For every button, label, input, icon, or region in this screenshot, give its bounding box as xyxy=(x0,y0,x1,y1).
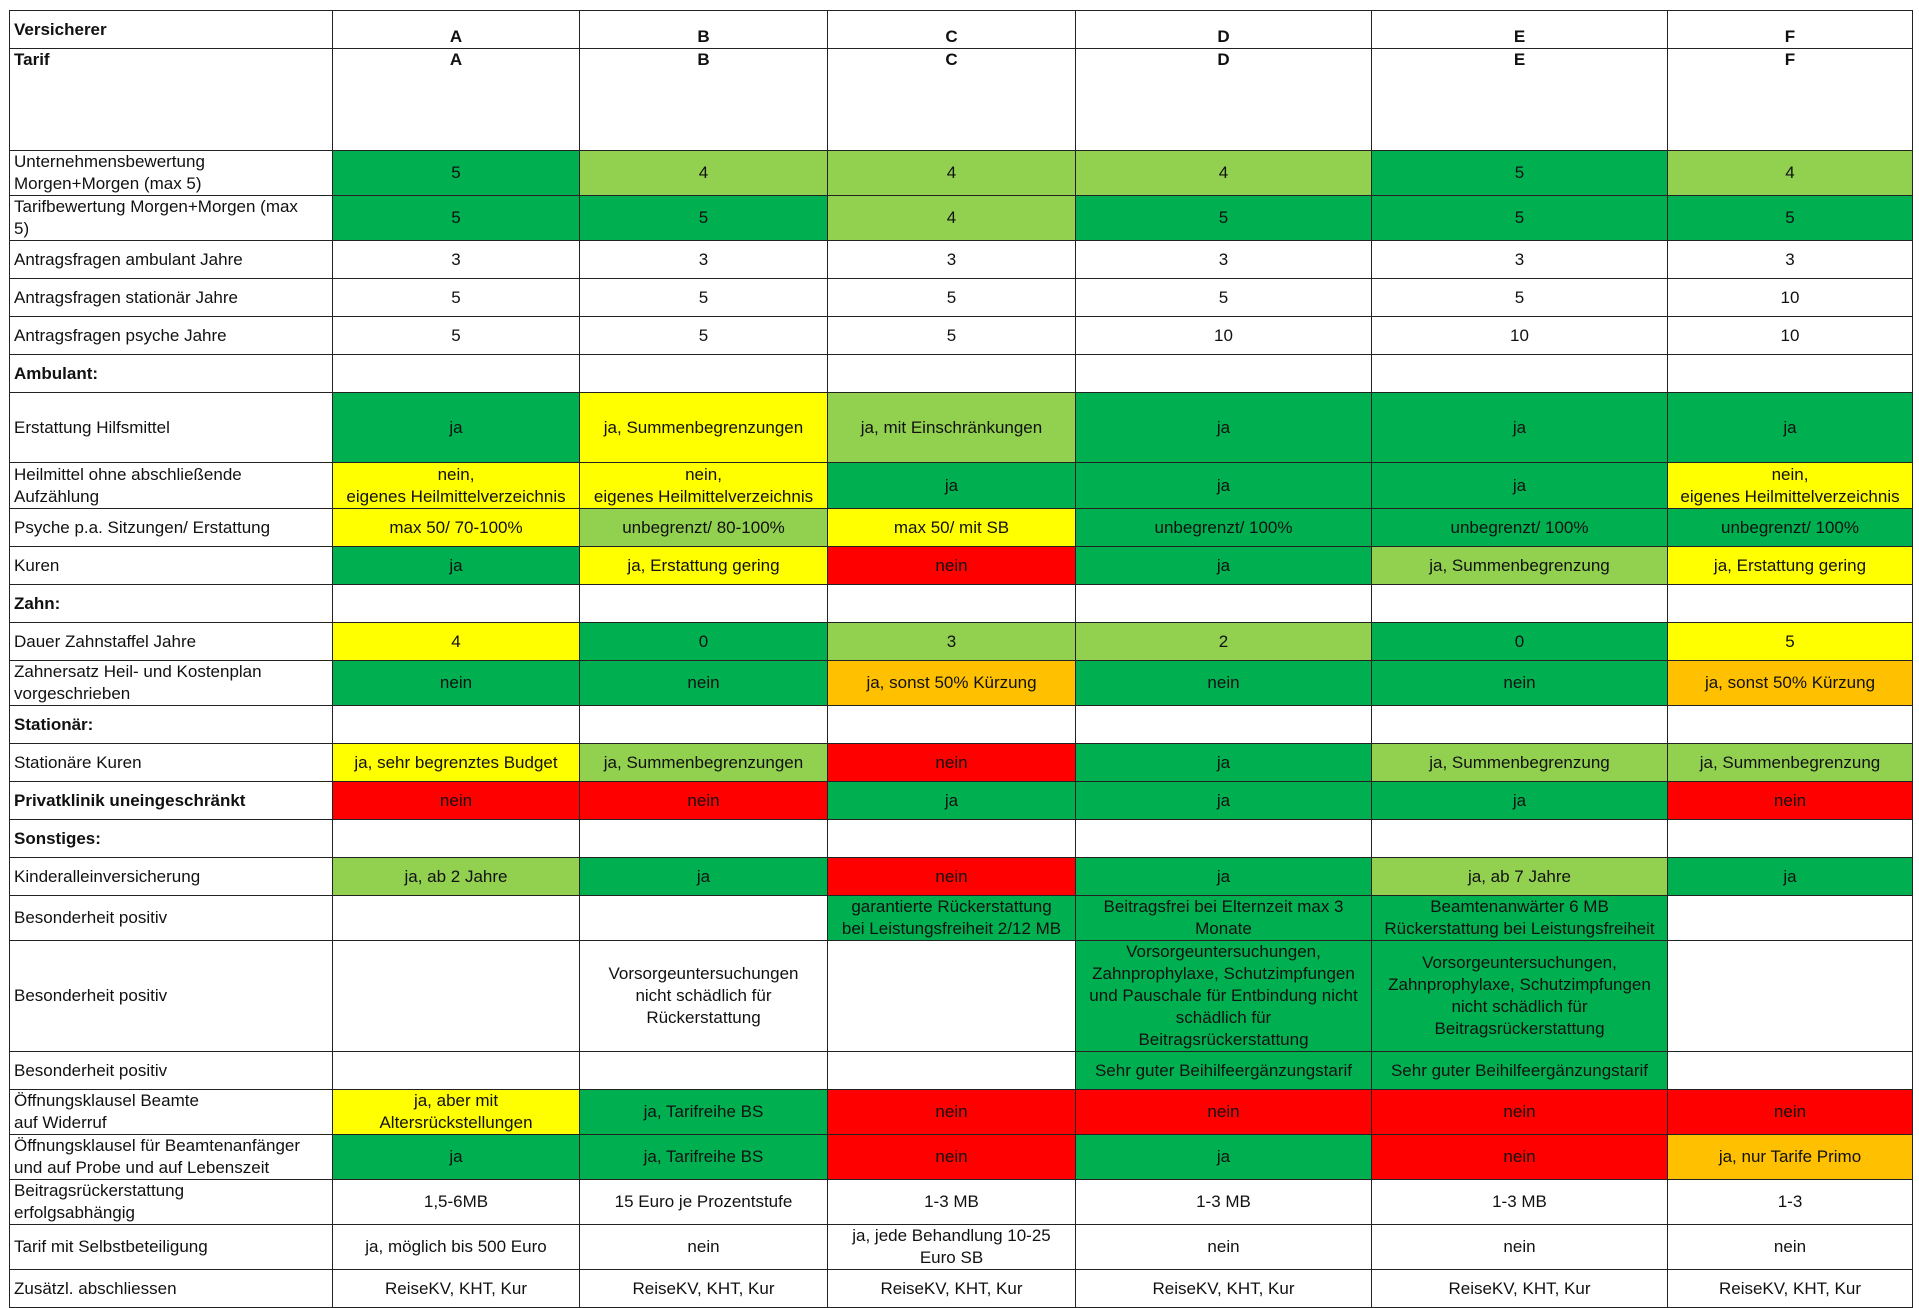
cell-b[interactable]: 15 Euro je Prozentstufe xyxy=(580,1180,828,1225)
cell-b[interactable]: 5 xyxy=(580,196,828,241)
row-label-oeffnungsklausel-beamte-auf-widerruf[interactable]: Öffnungsklausel Beamte auf Widerruf xyxy=(10,1090,333,1135)
cell-b[interactable] xyxy=(580,355,828,393)
row-label-dauer-zahnstaffel-jahre[interactable]: Dauer Zahnstaffel Jahre xyxy=(10,623,333,661)
cell-d[interactable]: ja xyxy=(1076,547,1372,585)
cell-b[interactable] xyxy=(580,585,828,623)
tarif-cell-a[interactable]: A xyxy=(333,49,580,151)
cell-c[interactable]: nein xyxy=(828,547,1076,585)
cell-f[interactable]: ja, sonst 50% Kürzung xyxy=(1668,661,1913,706)
table-row xyxy=(10,1052,1913,1090)
comparison-table xyxy=(9,10,1913,1308)
cell-a[interactable]: 3 xyxy=(333,241,580,279)
table-row xyxy=(10,279,1913,317)
table-row xyxy=(10,1090,1913,1135)
cell-b[interactable]: Vorsorgeuntersuchungen nicht schädlich für Rückerstattung xyxy=(580,941,828,1052)
cell-e[interactable]: nein xyxy=(1372,1225,1668,1270)
cell-f[interactable] xyxy=(1668,585,1913,623)
cell-a[interactable] xyxy=(333,1052,580,1090)
cell-e[interactable]: ja xyxy=(1372,463,1668,509)
row-label-tarif-mit-selbstbeteiligung[interactable]: Tarif mit Selbstbeteiligung xyxy=(10,1225,333,1270)
table-row xyxy=(10,1270,1913,1308)
cell-f[interactable]: nein, eigenes Heilmittelverzeichnis xyxy=(1668,463,1913,509)
row-label-besonderheit-positiv[interactable]: Besonderheit positiv xyxy=(10,941,333,1052)
cell-c[interactable]: 4 xyxy=(828,151,1076,196)
cell-c[interactable]: ReiseKV, KHT, Kur xyxy=(828,1270,1076,1308)
row-label-besonderheit-positiv[interactable]: Besonderheit positiv xyxy=(10,1052,333,1090)
cell-f[interactable]: 3 xyxy=(1668,241,1913,279)
row-label-antragsfragen-stationaer-jahre[interactable]: Antragsfragen stationär Jahre xyxy=(10,279,333,317)
section-row xyxy=(10,820,1913,858)
table-row xyxy=(10,463,1913,509)
table-row xyxy=(10,241,1913,279)
cell-d[interactable]: ja xyxy=(1076,744,1372,782)
cell-a[interactable]: nein, eigenes Heilmittelverzeichnis xyxy=(333,463,580,509)
cell-e[interactable] xyxy=(1372,355,1668,393)
section-label-zahn[interactable]: Zahn: xyxy=(10,585,333,623)
table-row xyxy=(10,393,1913,463)
cell-b[interactable]: nein xyxy=(580,661,828,706)
cell-e[interactable]: 5 xyxy=(1372,196,1668,241)
table-row xyxy=(10,744,1913,782)
row-label-kinderalleinversicherung[interactable]: Kinderalleinversicherung xyxy=(10,858,333,896)
cell-c[interactable]: nein xyxy=(828,858,1076,896)
cell-b[interactable] xyxy=(580,820,828,858)
cell-b[interactable]: 5 xyxy=(580,317,828,355)
versicherer-cell-c[interactable]: C xyxy=(828,11,1076,49)
section-row xyxy=(10,355,1913,393)
cell-d[interactable] xyxy=(1076,355,1372,393)
cell-a[interactable]: ja, sehr begrenztes Budget xyxy=(333,744,580,782)
cell-f[interactable] xyxy=(1668,941,1913,1052)
cell-d[interactable]: 5 xyxy=(1076,196,1372,241)
cell-d[interactable]: 2 xyxy=(1076,623,1372,661)
cell-c[interactable]: ja, sonst 50% Kürzung xyxy=(828,661,1076,706)
tarif-cell-f[interactable]: F xyxy=(1668,49,1913,151)
table-row xyxy=(10,661,1913,706)
cell-e[interactable]: Sehr guter Beihilfeergänzungstarif xyxy=(1372,1052,1668,1090)
cell-d[interactable]: 5 xyxy=(1076,279,1372,317)
header-row-tarif xyxy=(10,49,1913,151)
cell-c[interactable] xyxy=(828,820,1076,858)
versicherer-cell-a[interactable]: A xyxy=(333,11,580,49)
cell-c[interactable]: ja xyxy=(828,782,1076,820)
table-row xyxy=(10,547,1913,585)
row-label-antragsfragen-psyche-jahre[interactable]: Antragsfragen psyche Jahre xyxy=(10,317,333,355)
cell-f[interactable]: ja xyxy=(1668,393,1913,463)
cell-f[interactable] xyxy=(1668,706,1913,744)
cell-a[interactable]: ja, möglich bis 500 Euro xyxy=(333,1225,580,1270)
cell-a[interactable]: 5 xyxy=(333,196,580,241)
cell-f[interactable]: 10 xyxy=(1668,279,1913,317)
cell-a[interactable] xyxy=(333,896,580,941)
cell-a[interactable]: 5 xyxy=(333,317,580,355)
cell-e[interactable]: ja xyxy=(1372,782,1668,820)
cell-d[interactable]: 1-3 MB xyxy=(1076,1180,1372,1225)
cell-e[interactable]: ja, Summenbegrenzung xyxy=(1372,744,1668,782)
cell-f[interactable]: ja, Erstattung gering xyxy=(1668,547,1913,585)
cell-f[interactable]: nein xyxy=(1668,1090,1913,1135)
row-label-kuren[interactable]: Kuren xyxy=(10,547,333,585)
cell-f[interactable] xyxy=(1668,820,1913,858)
cell-b[interactable]: nein, eigenes Heilmittelverzeichnis xyxy=(580,463,828,509)
row-label-stationaere-kuren[interactable]: Stationäre Kuren xyxy=(10,744,333,782)
row-label-besonderheit-positiv[interactable]: Besonderheit positiv xyxy=(10,896,333,941)
cell-e[interactable]: 0 xyxy=(1372,623,1668,661)
cell-e[interactable]: 10 xyxy=(1372,317,1668,355)
section-row xyxy=(10,585,1913,623)
cell-a[interactable]: ja xyxy=(333,547,580,585)
cell-f[interactable]: ReiseKV, KHT, Kur xyxy=(1668,1270,1913,1308)
cell-f[interactable]: 1-3 xyxy=(1668,1180,1913,1225)
table-row xyxy=(10,896,1913,941)
cell-c[interactable]: nein xyxy=(828,1090,1076,1135)
table-row xyxy=(10,317,1913,355)
cell-a[interactable]: 4 xyxy=(333,623,580,661)
cell-b[interactable] xyxy=(580,1052,828,1090)
cell-d[interactable]: nein xyxy=(1076,1090,1372,1135)
cell-b[interactable]: ja, Tarifreihe BS xyxy=(580,1135,828,1180)
table-row xyxy=(10,1225,1913,1270)
table-row xyxy=(10,1180,1913,1225)
cell-c[interactable]: garantierte Rückerstattung bei Leistungsfreiheit 2/12 MB xyxy=(828,896,1076,941)
cell-d[interactable]: unbegrenzt/ 100% xyxy=(1076,509,1372,547)
cell-d[interactable]: Sehr guter Beihilfeergänzungstarif xyxy=(1076,1052,1372,1090)
section-label-sonstiges[interactable]: Sonstiges: xyxy=(10,820,333,858)
cell-f[interactable]: 5 xyxy=(1668,196,1913,241)
cell-d[interactable] xyxy=(1076,585,1372,623)
cell-a[interactable]: 1,5-6MB xyxy=(333,1180,580,1225)
cell-e[interactable]: Beamtenanwärter 6 MB Rückerstattung bei Leistungsfreiheit xyxy=(1372,896,1668,941)
row-label-psyche-p-a-sitzungen-erstattung[interactable]: Psyche p.a. Sitzungen/ Erstattung xyxy=(10,509,333,547)
versicherer-cell-e[interactable]: E xyxy=(1372,11,1668,49)
cell-e[interactable]: ReiseKV, KHT, Kur xyxy=(1372,1270,1668,1308)
cell-f[interactable]: nein xyxy=(1668,782,1913,820)
row-label-zahnersatz-heil-und-kostenplan-vorgeschrieben[interactable]: Zahnersatz Heil- und Kostenplan vorgeschrieben xyxy=(10,661,333,706)
table-body xyxy=(10,11,1913,1308)
cell-d[interactable]: 3 xyxy=(1076,241,1372,279)
cell-b[interactable]: ja, Erstattung gering xyxy=(580,547,828,585)
cell-e[interactable]: ja xyxy=(1372,393,1668,463)
versicherer-cell-d[interactable]: D xyxy=(1076,11,1372,49)
cell-e[interactable] xyxy=(1372,585,1668,623)
cell-b[interactable]: 5 xyxy=(580,279,828,317)
cell-b[interactable]: ja xyxy=(580,858,828,896)
cell-e[interactable]: ja, ab 7 Jahre xyxy=(1372,858,1668,896)
cell-e[interactable]: 5 xyxy=(1372,279,1668,317)
cell-d[interactable]: ja xyxy=(1076,463,1372,509)
cell-e[interactable]: Vorsorgeuntersuchungen, Zahnprophylaxe, Schutzimpfungen nicht schädlich für Beitragsrückerstattung xyxy=(1372,941,1668,1052)
cell-d[interactable] xyxy=(1076,706,1372,744)
cell-e[interactable]: nein xyxy=(1372,1135,1668,1180)
cell-c[interactable]: max 50/ mit SB xyxy=(828,509,1076,547)
row-label-antragsfragen-ambulant-jahre[interactable]: Antragsfragen ambulant Jahre xyxy=(10,241,333,279)
table-row xyxy=(10,509,1913,547)
cell-e[interactable]: nein xyxy=(1372,661,1668,706)
cell-a[interactable]: 5 xyxy=(333,279,580,317)
cell-b[interactable]: ja, Summenbegrenzungen xyxy=(580,393,828,463)
cell-b[interactable]: 4 xyxy=(580,151,828,196)
cell-b[interactable]: unbegrenzt/ 80-100% xyxy=(580,509,828,547)
cell-b[interactable] xyxy=(580,706,828,744)
cell-d[interactable]: nein xyxy=(1076,661,1372,706)
cell-b[interactable]: 3 xyxy=(580,241,828,279)
cell-f[interactable] xyxy=(1668,355,1913,393)
cell-c[interactable] xyxy=(828,706,1076,744)
cell-f[interactable]: 5 xyxy=(1668,623,1913,661)
table-row xyxy=(10,941,1913,1052)
cell-c[interactable]: 3 xyxy=(828,623,1076,661)
cell-d[interactable]: 4 xyxy=(1076,151,1372,196)
cell-d[interactable] xyxy=(1076,820,1372,858)
cell-a[interactable] xyxy=(333,355,580,393)
cell-d[interactable]: ja xyxy=(1076,858,1372,896)
table-row xyxy=(10,196,1913,241)
row-label-oeffnungsklausel-fuer-beamtenanfaenger-und-auf-probe-und-auf-lebenszeit[interactable]: Öffnungsklausel für Beamtenanfänger und auf Probe und auf Lebenszeit xyxy=(10,1135,333,1180)
cell-a[interactable]: ja xyxy=(333,393,580,463)
row-label-zusaetzl-abschliessen[interactable]: Zusätzl. abschliessen xyxy=(10,1270,333,1308)
cell-b[interactable]: ja, Summenbegrenzungen xyxy=(580,744,828,782)
tarif-cell-e[interactable]: E xyxy=(1372,49,1668,151)
cell-a[interactable]: 5 xyxy=(333,151,580,196)
cell-e[interactable] xyxy=(1372,706,1668,744)
cell-b[interactable]: nein xyxy=(580,782,828,820)
cell-a[interactable] xyxy=(333,585,580,623)
row-label-erstattung-hilfsmittel[interactable]: Erstattung Hilfsmittel xyxy=(10,393,333,463)
cell-c[interactable]: ja, mit Einschränkungen xyxy=(828,393,1076,463)
tarif-cell-b[interactable]: B xyxy=(580,49,828,151)
cell-d[interactable]: ReiseKV, KHT, Kur xyxy=(1076,1270,1372,1308)
cell-c[interactable] xyxy=(828,941,1076,1052)
cell-b[interactable]: 0 xyxy=(580,623,828,661)
cell-f[interactable]: ja xyxy=(1668,858,1913,896)
cell-f[interactable]: ja, nur Tarife Primo xyxy=(1668,1135,1913,1180)
cell-f[interactable] xyxy=(1668,1052,1913,1090)
cell-c[interactable] xyxy=(828,1052,1076,1090)
header-row-versicherer xyxy=(10,11,1913,49)
section-label-stationaer[interactable]: Stationär: xyxy=(10,706,333,744)
cell-c[interactable]: ja, jede Behandlung 10-25 Euro SB xyxy=(828,1225,1076,1270)
cell-b[interactable]: ja, Tarifreihe BS xyxy=(580,1090,828,1135)
cell-a[interactable]: ja, ab 2 Jahre xyxy=(333,858,580,896)
cell-c[interactable]: 4 xyxy=(828,196,1076,241)
cell-f[interactable]: 10 xyxy=(1668,317,1913,355)
cell-b[interactable]: ReiseKV, KHT, Kur xyxy=(580,1270,828,1308)
cell-b[interactable]: nein xyxy=(580,1225,828,1270)
cell-a[interactable]: nein xyxy=(333,661,580,706)
cell-f[interactable]: unbegrenzt/ 100% xyxy=(1668,509,1913,547)
cell-e[interactable]: ja, Summenbegrenzung xyxy=(1372,547,1668,585)
cell-a[interactable]: ja, aber mit Altersrückstellungen xyxy=(333,1090,580,1135)
cell-b[interactable] xyxy=(580,896,828,941)
table-row xyxy=(10,1135,1913,1180)
tarif-cell-c[interactable]: C xyxy=(828,49,1076,151)
cell-d[interactable]: Vorsorgeuntersuchungen, Zahnprophylaxe, Schutzimpfungen und Pauschale für Entbindung nicht schädlich für Beitragsrückerstattung xyxy=(1076,941,1372,1052)
row-label-beitragsrueckerstattung-erfolgsabhaengig[interactable]: Beitragsrückerstattung erfolgsabhängig xyxy=(10,1180,333,1225)
cell-a[interactable]: ReiseKV, KHT, Kur xyxy=(333,1270,580,1308)
cell-d[interactable]: Beitragsfrei bei Elternzeit max 3 Monate xyxy=(1076,896,1372,941)
cell-c[interactable]: ja xyxy=(828,463,1076,509)
cell-c[interactable]: 5 xyxy=(828,317,1076,355)
row-label-unternehmensbewertung-morgen-morgen-max-5[interactable]: Unternehmensbewertung Morgen+Morgen (max 5) xyxy=(10,151,333,196)
table-row xyxy=(10,623,1913,661)
cell-d[interactable]: nein xyxy=(1076,1225,1372,1270)
cell-e[interactable]: 3 xyxy=(1372,241,1668,279)
cell-c[interactable] xyxy=(828,355,1076,393)
table-row xyxy=(10,858,1913,896)
cell-a[interactable] xyxy=(333,941,580,1052)
cell-e[interactable]: 1-3 MB xyxy=(1372,1180,1668,1225)
cell-c[interactable]: 5 xyxy=(828,279,1076,317)
versicherer-label[interactable]: Versicherer xyxy=(10,11,333,49)
cell-a[interactable]: max 50/ 70-100% xyxy=(333,509,580,547)
cell-c[interactable]: 3 xyxy=(828,241,1076,279)
cell-f[interactable] xyxy=(1668,896,1913,941)
cell-a[interactable]: ja xyxy=(333,1135,580,1180)
tarif-cell-d[interactable]: D xyxy=(1076,49,1372,151)
cell-c[interactable] xyxy=(828,585,1076,623)
tarif-label[interactable]: Tarif xyxy=(10,49,333,151)
cell-c[interactable]: nein xyxy=(828,744,1076,782)
row-label-tarifbewertung-morgen-morgen-max-5[interactable]: Tarifbewertung Morgen+Morgen (max 5) xyxy=(10,196,333,241)
spreadsheet-view xyxy=(9,10,1913,1308)
cell-d[interactable]: ja xyxy=(1076,393,1372,463)
section-label-ambulant[interactable]: Ambulant: xyxy=(10,355,333,393)
row-label-heilmittel-ohne-abschliessende-aufzaehlung[interactable]: Heilmittel ohne abschließende Aufzählung xyxy=(10,463,333,509)
cell-c[interactable]: 1-3 MB xyxy=(828,1180,1076,1225)
versicherer-cell-f[interactable]: F xyxy=(1668,11,1913,49)
cell-a[interactable] xyxy=(333,820,580,858)
cell-e[interactable]: nein xyxy=(1372,1090,1668,1135)
section-row xyxy=(10,706,1913,744)
cell-f[interactable]: nein xyxy=(1668,1225,1913,1270)
cell-f[interactable]: 4 xyxy=(1668,151,1913,196)
cell-d[interactable]: ja xyxy=(1076,1135,1372,1180)
cell-d[interactable]: 10 xyxy=(1076,317,1372,355)
row-label-privatklinik-uneingeschraenkt[interactable]: Privatklinik uneingeschränkt xyxy=(10,782,333,820)
cell-e[interactable] xyxy=(1372,820,1668,858)
cell-e[interactable]: 5 xyxy=(1372,151,1668,196)
cell-d[interactable]: ja xyxy=(1076,782,1372,820)
cell-c[interactable]: nein xyxy=(828,1135,1076,1180)
cell-f[interactable]: ja, Summenbegrenzung xyxy=(1668,744,1913,782)
cell-a[interactable] xyxy=(333,706,580,744)
table-row xyxy=(10,782,1913,820)
cell-a[interactable]: nein xyxy=(333,782,580,820)
versicherer-cell-b[interactable]: B xyxy=(580,11,828,49)
table-row xyxy=(10,151,1913,196)
cell-e[interactable]: unbegrenzt/ 100% xyxy=(1372,509,1668,547)
